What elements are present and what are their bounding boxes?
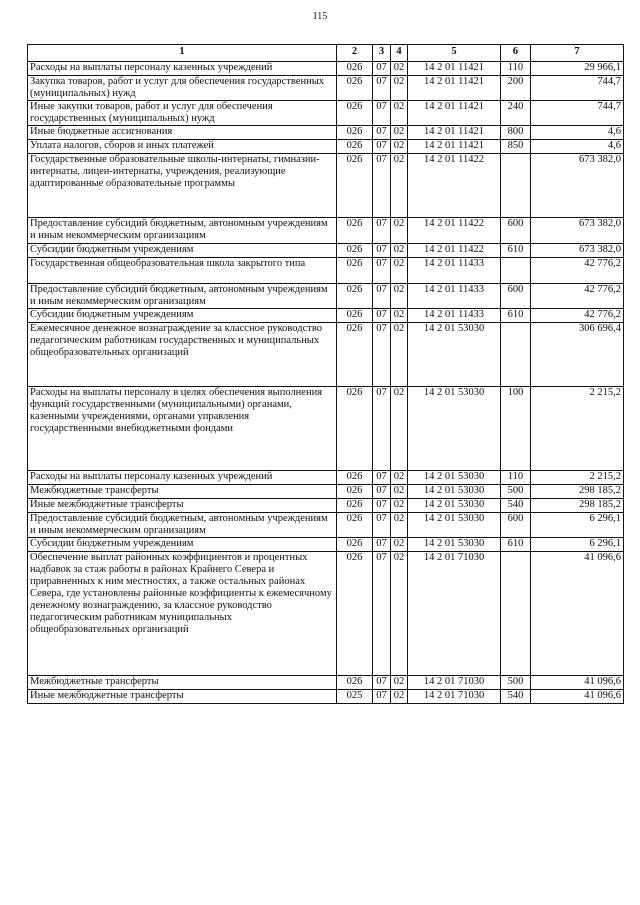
row-name: Обеспечение выплат районных коэффициентов и процентных надбавок за стаж работы в районах Крайнего Севера и приравненных к ним местностях, а также остальных районах Севера, где установлены районные коэффициенты к ежемесячному денежному вознаграждению, за классное руководство педагогическим работникам муниципальных общеобразовательных организаций xyxy=(28,552,337,676)
table-row xyxy=(28,154,624,218)
subsection-code: 02 xyxy=(391,244,408,258)
amount: 41 096,6 xyxy=(531,676,624,690)
subsection-code: 02 xyxy=(391,284,408,309)
subsection-code: 02 xyxy=(391,140,408,154)
row-name: Предоставление субсидий бюджетным, автономным учреждениям и иным некоммерческим организациям xyxy=(28,513,337,538)
row-name: Субсидии бюджетным учреждениям xyxy=(28,538,337,552)
subsection-code: 02 xyxy=(391,552,408,676)
table-row xyxy=(28,499,624,513)
target-article-code: 14 2 01 11433 xyxy=(408,309,501,323)
ministry-code: 026 xyxy=(337,62,373,76)
column-header: 7 xyxy=(531,45,624,62)
section-code: 07 xyxy=(373,76,391,101)
amount: 673 382,0 xyxy=(531,218,624,244)
subsection-code: 02 xyxy=(391,485,408,499)
amount: 673 382,0 xyxy=(531,244,624,258)
table-row xyxy=(28,471,624,485)
expense-type-code xyxy=(501,323,531,387)
target-article-code: 14 2 01 11433 xyxy=(408,258,501,284)
expense-type-code: 600 xyxy=(501,513,531,538)
page-number: 115 xyxy=(312,11,328,22)
expense-type-code: 850 xyxy=(501,140,531,154)
target-article-code: 14 2 01 53030 xyxy=(408,323,501,387)
section-code: 07 xyxy=(373,309,391,323)
expense-type-code xyxy=(501,258,531,284)
section-code: 07 xyxy=(373,218,391,244)
section-code: 07 xyxy=(373,244,391,258)
column-header: 1 xyxy=(28,45,337,62)
subsection-code: 02 xyxy=(391,513,408,538)
amount: 744,7 xyxy=(531,76,624,101)
subsection-code: 02 xyxy=(391,499,408,513)
ministry-code: 026 xyxy=(337,552,373,676)
row-name: Иные бюджетные ассигнования xyxy=(28,126,337,140)
ministry-code: 026 xyxy=(337,676,373,690)
ministry-code: 026 xyxy=(337,485,373,499)
row-name: Государственная общеобразовательная школа закрытого типа xyxy=(28,258,337,284)
subsection-code: 02 xyxy=(391,258,408,284)
table-row xyxy=(28,309,624,323)
target-article-code: 14 2 01 11421 xyxy=(408,76,501,101)
expense-type-code: 100 xyxy=(501,387,531,471)
target-article-code: 14 2 01 11422 xyxy=(408,218,501,244)
target-article-code: 14 2 01 71030 xyxy=(408,676,501,690)
row-name: Государственные образовательные школы-интернаты, гимназии-интернаты, лицеи-интернаты, учреждения, реализующие адаптированные образовательные программы xyxy=(28,154,337,218)
subsection-code: 02 xyxy=(391,126,408,140)
expense-type-code: 800 xyxy=(501,126,531,140)
table-row xyxy=(28,140,624,154)
ministry-code: 026 xyxy=(337,154,373,218)
section-code: 07 xyxy=(373,552,391,676)
target-article-code: 14 2 01 11433 xyxy=(408,284,501,309)
subsection-code: 02 xyxy=(391,218,408,244)
row-name: Предоставление субсидий бюджетным, автономным учреждениям и иным некоммерческим организациям xyxy=(28,284,337,309)
section-code: 07 xyxy=(373,323,391,387)
expense-type-code: 110 xyxy=(501,471,531,485)
section-code: 07 xyxy=(373,690,391,704)
table-row xyxy=(28,676,624,690)
row-name: Предоставление субсидий бюджетным, автономным учреждениям и иным некоммерческим организациям xyxy=(28,218,337,244)
target-article-code: 14 2 01 71030 xyxy=(408,552,501,676)
table-row xyxy=(28,485,624,499)
subsection-code: 02 xyxy=(391,309,408,323)
row-name: Ежемесячное денежное вознаграждение за классное руководство педагогическим работникам государственных и муниципальных общеобразовательных организаций xyxy=(28,323,337,387)
row-name: Расходы на выплаты персоналу в целях обеспечения выполнения функций государственными (муниципальными) органами, казенными учреждениями, органами управления государственными внебюджетными фондами xyxy=(28,387,337,471)
expense-type-code: 240 xyxy=(501,101,531,126)
amount: 298 185,2 xyxy=(531,485,624,499)
ministry-code: 026 xyxy=(337,284,373,309)
target-article-code: 14 2 01 53030 xyxy=(408,387,501,471)
expense-type-code: 500 xyxy=(501,485,531,499)
row-name: Субсидии бюджетным учреждениям xyxy=(28,244,337,258)
amount: 306 696,4 xyxy=(531,323,624,387)
section-code: 07 xyxy=(373,499,391,513)
section-code: 07 xyxy=(373,140,391,154)
target-article-code: 14 2 01 53030 xyxy=(408,471,501,485)
row-name: Уплата налогов, сборов и иных платежей xyxy=(28,140,337,154)
table-row xyxy=(28,218,624,244)
subsection-code: 02 xyxy=(391,323,408,387)
table-row xyxy=(28,323,624,387)
expense-type-code: 540 xyxy=(501,499,531,513)
expense-type-code: 110 xyxy=(501,62,531,76)
ministry-code: 026 xyxy=(337,218,373,244)
amount: 42 776,2 xyxy=(531,309,624,323)
ministry-code: 026 xyxy=(337,244,373,258)
table-row xyxy=(28,538,624,552)
section-code: 07 xyxy=(373,513,391,538)
expense-type-code: 500 xyxy=(501,676,531,690)
section-code: 07 xyxy=(373,258,391,284)
table-row xyxy=(28,284,624,309)
amount: 42 776,2 xyxy=(531,284,624,309)
expense-type-code: 600 xyxy=(501,284,531,309)
row-name: Межбюджетные трансферты xyxy=(28,676,337,690)
table-row xyxy=(28,244,624,258)
section-code: 07 xyxy=(373,154,391,218)
column-header: 3 xyxy=(373,45,391,62)
table-row xyxy=(28,387,624,471)
row-name: Расходы на выплаты персоналу казенных учреждений xyxy=(28,471,337,485)
row-name: Иные межбюджетные трансферты xyxy=(28,499,337,513)
ministry-code: 026 xyxy=(337,76,373,101)
section-code: 07 xyxy=(373,126,391,140)
table-row xyxy=(28,513,624,538)
target-article-code: 14 2 01 11421 xyxy=(408,140,501,154)
ministry-code: 026 xyxy=(337,140,373,154)
ministry-code: 026 xyxy=(337,471,373,485)
table-row xyxy=(28,101,624,126)
budget-table xyxy=(27,44,624,704)
amount: 29 966,1 xyxy=(531,62,624,76)
expense-type-code: 540 xyxy=(501,690,531,704)
ministry-code: 026 xyxy=(337,309,373,323)
amount: 6 296,1 xyxy=(531,513,624,538)
amount: 4,6 xyxy=(531,126,624,140)
expense-type-code: 610 xyxy=(501,309,531,323)
target-article-code: 14 2 01 11422 xyxy=(408,244,501,258)
amount: 298 185,2 xyxy=(531,499,624,513)
amount: 42 776,2 xyxy=(531,258,624,284)
ministry-code: 026 xyxy=(337,538,373,552)
section-code: 07 xyxy=(373,387,391,471)
subsection-code: 02 xyxy=(391,76,408,101)
amount: 673 382,0 xyxy=(531,154,624,218)
row-name: Иные закупки товаров, работ и услуг для обеспечения государственных (муниципальных) нужд xyxy=(28,101,337,126)
ministry-code: 026 xyxy=(337,499,373,513)
row-name: Межбюджетные трансферты xyxy=(28,485,337,499)
section-code: 07 xyxy=(373,471,391,485)
section-code: 07 xyxy=(373,676,391,690)
target-article-code: 14 2 01 11421 xyxy=(408,126,501,140)
subsection-code: 02 xyxy=(391,538,408,552)
target-article-code: 14 2 01 53030 xyxy=(408,499,501,513)
column-header: 5 xyxy=(408,45,501,62)
amount: 6 296,1 xyxy=(531,538,624,552)
section-code: 07 xyxy=(373,62,391,76)
subsection-code: 02 xyxy=(391,101,408,126)
expense-type-code xyxy=(501,154,531,218)
ministry-code: 026 xyxy=(337,101,373,126)
amount: 41 096,6 xyxy=(531,690,624,704)
table-row xyxy=(28,690,624,704)
target-article-code: 14 2 01 53030 xyxy=(408,485,501,499)
subsection-code: 02 xyxy=(391,154,408,218)
ministry-code: 026 xyxy=(337,513,373,538)
expense-type-code: 610 xyxy=(501,538,531,552)
ministry-code: 026 xyxy=(337,126,373,140)
expense-type-code: 200 xyxy=(501,76,531,101)
table-row xyxy=(28,76,624,101)
row-name: Расходы на выплаты персоналу казенных учреждений xyxy=(28,62,337,76)
subsection-code: 02 xyxy=(391,387,408,471)
header-row xyxy=(28,45,624,62)
subsection-code: 02 xyxy=(391,676,408,690)
table-row xyxy=(28,552,624,676)
table-row xyxy=(28,258,624,284)
ministry-code: 026 xyxy=(337,323,373,387)
subsection-code: 02 xyxy=(391,62,408,76)
amount: 2 215,2 xyxy=(531,387,624,471)
subsection-code: 02 xyxy=(391,471,408,485)
section-code: 07 xyxy=(373,538,391,552)
amount: 744,7 xyxy=(531,101,624,126)
expense-type-code: 600 xyxy=(501,218,531,244)
section-code: 07 xyxy=(373,101,391,126)
target-article-code: 14 2 01 71030 xyxy=(408,690,501,704)
ministry-code: 025 xyxy=(337,690,373,704)
section-code: 07 xyxy=(373,284,391,309)
column-header: 4 xyxy=(391,45,408,62)
column-header: 6 xyxy=(501,45,531,62)
column-header: 2 xyxy=(337,45,373,62)
amount: 4,6 xyxy=(531,140,624,154)
expense-type-code xyxy=(501,552,531,676)
row-name: Иные межбюджетные трансферты xyxy=(28,690,337,704)
expense-type-code: 610 xyxy=(501,244,531,258)
target-article-code: 14 2 01 53030 xyxy=(408,538,501,552)
target-article-code: 14 2 01 53030 xyxy=(408,513,501,538)
row-name: Закупка товаров, работ и услуг для обеспечения государственных (муниципальных) нужд xyxy=(28,76,337,101)
table-row xyxy=(28,62,624,76)
section-code: 07 xyxy=(373,485,391,499)
table-row xyxy=(28,126,624,140)
target-article-code: 14 2 01 11421 xyxy=(408,62,501,76)
ministry-code: 026 xyxy=(337,387,373,471)
ministry-code: 026 xyxy=(337,258,373,284)
subsection-code: 02 xyxy=(391,690,408,704)
target-article-code: 14 2 01 11422 xyxy=(408,154,501,218)
target-article-code: 14 2 01 11421 xyxy=(408,101,501,126)
row-name: Субсидии бюджетным учреждениям xyxy=(28,309,337,323)
amount: 2 215,2 xyxy=(531,471,624,485)
amount: 41 096,6 xyxy=(531,552,624,676)
